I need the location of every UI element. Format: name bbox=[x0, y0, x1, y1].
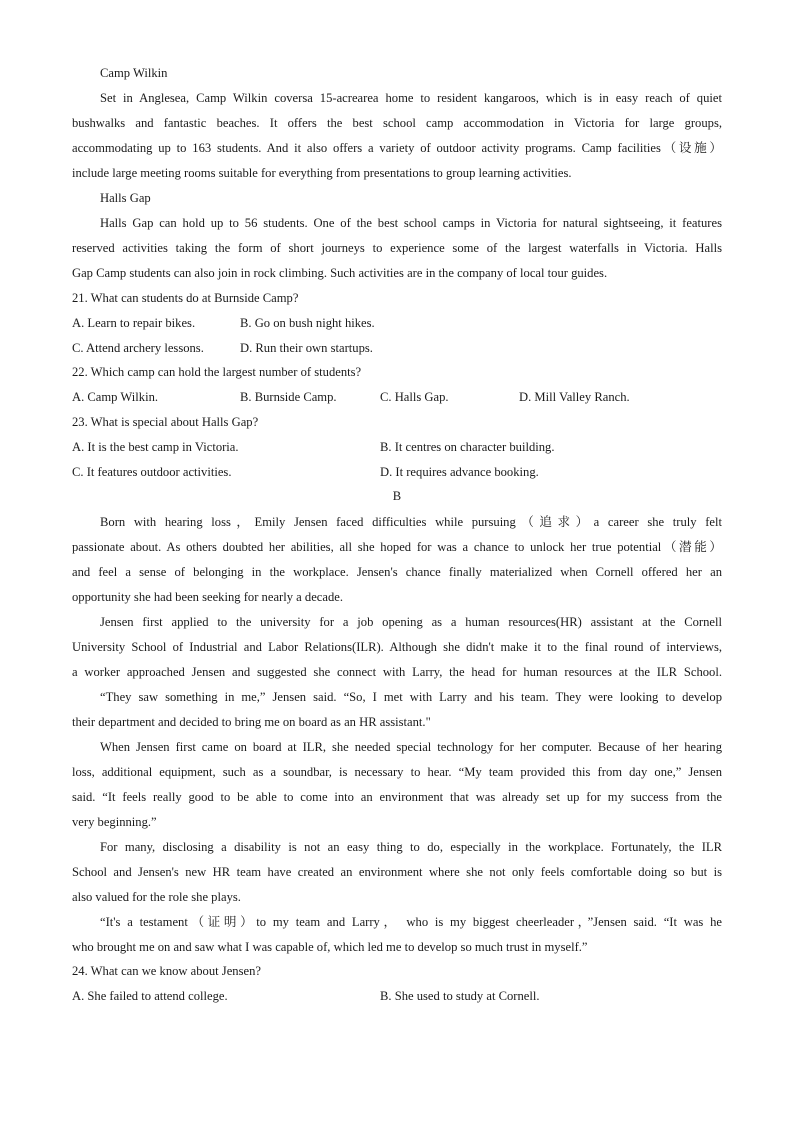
answer-option: C. Halls Gap. bbox=[380, 390, 449, 404]
passage-b-line: opportunity she had been seeking for nearly a decade. bbox=[72, 590, 344, 604]
camp-wilkin-line: bushwalks and fantastic beaches. It offers the best school camp accommodation in Victoria for large groups, bbox=[72, 116, 722, 130]
passage-b-line: “It's a testament（证明）to my team and Larry， who is my biggest cheerleader，”Jensen said. “It was he bbox=[100, 915, 722, 929]
passage-b-line: When Jensen first came on board at ILR, she needed special technology for her computer. Because of her hearing bbox=[100, 740, 722, 754]
halls-gap-line: reserved activities taking the form of short journeys to experience some of the largest waterfalls in Victoria. Halls bbox=[72, 241, 722, 255]
camp-wilkin-heading: Camp Wilkin bbox=[100, 66, 168, 80]
passage-b-line: a worker approached Jensen and suggested she connect with Larry, the head for human resources at the ILR School. bbox=[72, 665, 722, 679]
section-b-heading: B bbox=[392, 489, 402, 503]
question-stem: 24. What can we know about Jensen? bbox=[72, 964, 261, 978]
passage-b-line: also valued for the role she plays. bbox=[72, 890, 241, 904]
answer-option: B. Burnside Camp. bbox=[240, 390, 337, 404]
passage-b-line: very beginning.” bbox=[72, 815, 157, 829]
passage-b-line: Born with hearing loss，Emily Jensen faced difficulties while pursuing（追求）a career she truly felt bbox=[100, 515, 722, 529]
answer-option: A. Camp Wilkin. bbox=[72, 390, 159, 404]
answer-option: C. Attend archery lessons. bbox=[72, 341, 204, 355]
question-stem: 21. What can students do at Burnside Camp? bbox=[72, 291, 299, 305]
passage-b-line: Jensen first applied to the university for a job opening as a human resources(HR) assistant at the Cornell bbox=[100, 615, 722, 629]
answer-option: C. It features outdoor activities. bbox=[72, 465, 232, 479]
passage-b-line: “They saw something in me,” Jensen said. “So, I met with Larry and his team. They were looking to develop bbox=[100, 690, 722, 704]
answer-option: D. It requires advance booking. bbox=[380, 465, 539, 479]
answer-option: B. She used to study at Cornell. bbox=[380, 989, 540, 1003]
answer-option: A. Learn to repair bikes. bbox=[72, 316, 196, 330]
answer-option: A. She failed to attend college. bbox=[72, 989, 228, 1003]
halls-gap-line: Gap Camp students can also join in rock climbing. Such activities are in the company of local tour guides. bbox=[72, 266, 608, 280]
halls-gap-heading: Halls Gap bbox=[100, 191, 151, 205]
passage-b-line: University School of Industrial and Labor Relations(ILR). Although she didn't make it to the final round of interviews, bbox=[72, 640, 722, 654]
passage-b-line: School and Jensen's new HR team have created an environment where she not only feels comfortable doing so but is bbox=[72, 865, 722, 879]
passage-b-line: For many, disclosing a disability is not an easy thing to do, especially in the workplace. Fortunately, the ILR bbox=[100, 840, 722, 854]
answer-option: B. Go on bush night hikes. bbox=[240, 316, 375, 330]
passage-b-line: their department and decided to bring me on board as an HR assistant." bbox=[72, 715, 431, 729]
answer-option: D. Run their own startups. bbox=[240, 341, 373, 355]
passage-b-line: passionate about. As others doubted her abilities, all she hoped for was a chance to unlock her true potential（潜能） bbox=[72, 540, 722, 554]
passage-b-line: who brought me on and saw what I was capable of, which led me to develop so much trust in myself.” bbox=[72, 940, 588, 954]
passage-b-line: loss, additional equipment, such as a soundbar, is necessary to hear. “My team provided this from day one,” Jensen bbox=[72, 765, 722, 779]
passage-b-line: and feel a sense of belonging in the workplace. Jensen's chance finally materialized when Cornell offered her an bbox=[72, 565, 722, 579]
halls-gap-line: Halls Gap can hold up to 56 students. One of the best school camps in Victoria for natural sightseeing, it features bbox=[100, 216, 722, 230]
question-stem: 22. Which camp can hold the largest number of students? bbox=[72, 365, 362, 379]
question-stem: 23. What is special about Halls Gap? bbox=[72, 415, 259, 429]
answer-option: A. It is the best camp in Victoria. bbox=[72, 440, 239, 454]
answer-option: D. Mill Valley Ranch. bbox=[519, 390, 630, 404]
camp-wilkin-line: accommodating up to 163 students. And it also offers a variety of outdoor activity programs. Camp facilities（设施） bbox=[72, 141, 722, 155]
passage-b-line: said. “It feels really good to be able to come into an environment that was already set up for my success from the bbox=[72, 790, 722, 804]
answer-option: B. It centres on character building. bbox=[380, 440, 555, 454]
camp-wilkin-line: include large meeting rooms suitable for everything from presentations to group learning activities. bbox=[72, 166, 572, 180]
camp-wilkin-line: Set in Anglesea, Camp Wilkin coversa 15-acrearea home to resident kangaroos, which is in easy reach of quiet bbox=[100, 91, 722, 105]
